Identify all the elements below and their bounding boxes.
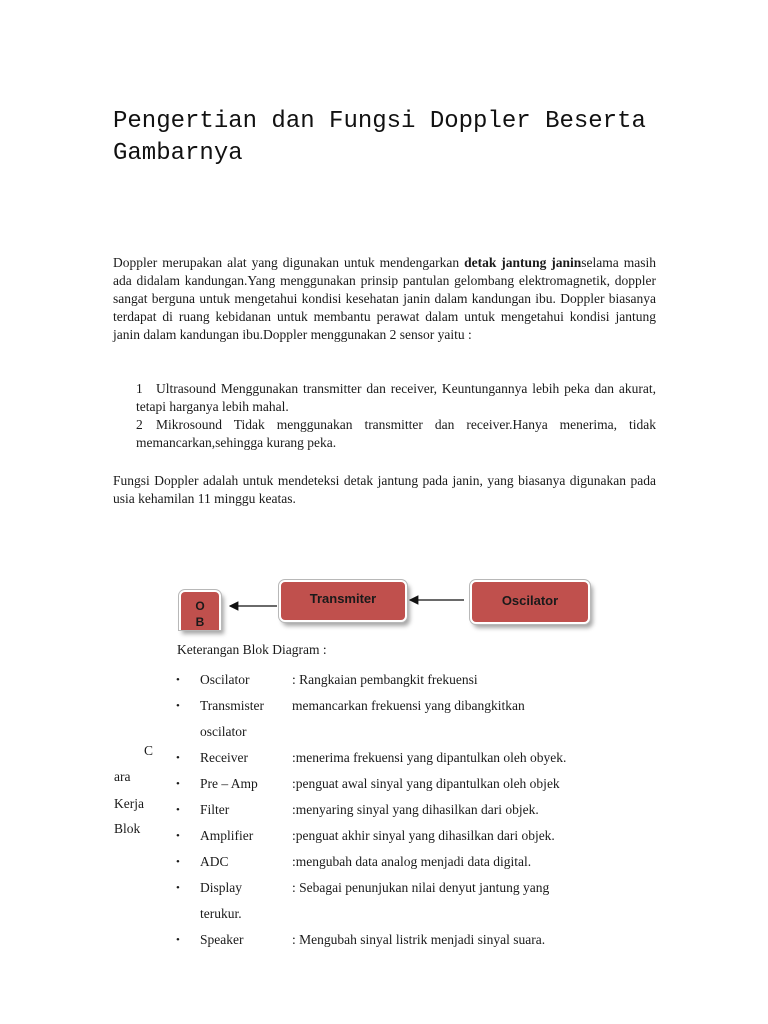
block-description-list — [172, 667, 632, 953]
diagram-caption: Keterangan Blok Diagram : — [177, 642, 327, 657]
page-title: Pengertian dan Fungsi Doppler Beserta Gambarnya — [113, 108, 646, 167]
intro-text-before: Doppler merupakan alat yang digunakan untuk mendengarkan — [113, 255, 465, 270]
block-desc: : Rangkaian pembangkit frekuensi — [292, 672, 478, 687]
list-item — [172, 771, 632, 797]
bullet-icon: • — [176, 830, 180, 842]
bullet-icon: • — [176, 674, 180, 686]
bullet-icon: • — [176, 804, 180, 816]
block-desc: : Sebagai penunjukan nilai denyut jantung yang — [292, 880, 550, 895]
bullet-icon: • — [176, 934, 180, 946]
fungsi-paragraph: Fungsi Doppler adalah untuk mendeteksi detak jantung pada janin, yang biasanya digunakan pada usia kehamilan 11 minggu keatas. — [113, 473, 656, 506]
list-item — [172, 849, 632, 875]
block-desc-cont: terukur. — [200, 906, 242, 921]
list-text: Mikrosound Tidak menggunakan transmitter dan receiver.Hanya menerima, tidak memancarkan,sehingga kurang peka. — [136, 417, 656, 450]
list-item — [172, 823, 632, 849]
list-item — [172, 693, 632, 745]
block-term: Speaker — [200, 932, 244, 947]
list-item — [172, 745, 632, 771]
bullet-icon: • — [176, 882, 180, 894]
block-term: Amplifier — [200, 828, 254, 843]
block-term: ADC — [200, 854, 229, 869]
bullet-icon: • — [176, 778, 180, 790]
side-text-c: C — [144, 743, 154, 758]
block-desc: :penguat akhir sinyal yang dihasilkan dari objek. — [292, 828, 555, 843]
block-term: Receiver — [200, 750, 248, 765]
bullet-icon: • — [176, 752, 180, 764]
side-text-blok: Blok — [114, 821, 141, 836]
block-term: Display — [200, 880, 242, 895]
list-item — [172, 797, 632, 823]
list-number: 2 — [136, 417, 143, 432]
list-item — [172, 667, 632, 693]
intro-text-after: selama masih ada didalam kandungan.Yang menggunakan prinsip pantulan gelombang elektromagnetik, doppler sangat berguna untuk mengetahui kondisi kesehatan janin dalam kandungan ibu. Doppler biasanya terdapat di ruang kebidanan untuk membantu perawat dalam untuk mengetahui kondisi jantung janin dalam kandungan ibu.Doppler menggunakan 2 sensor yaitu : — [113, 255, 656, 342]
block-desc: :menerima frekuensi yang dipantulkan oleh obyek. — [292, 750, 567, 765]
list-text: Ultrasound Menggunakan transmitter dan receiver, Keuntungannya lebih peka dan akurat, tetapi harganya lebih mahal. — [136, 381, 656, 414]
block-desc-cont: oscilator — [200, 724, 247, 739]
side-text-ara: ara — [114, 769, 131, 784]
block-term: Oscilator — [200, 672, 250, 687]
list-number: 1 — [136, 381, 143, 396]
list-item — [172, 927, 632, 953]
bullet-icon: • — [176, 700, 180, 712]
ob-line-1: O — [195, 599, 205, 613]
block-term: Pre – Amp — [200, 776, 258, 791]
transmiter-block: Transmiter — [279, 580, 407, 622]
block-desc: : Mengubah sinyal listrik menjadi sinyal suara. — [292, 932, 546, 947]
block-desc: :menyaring sinyal yang dihasilkan dari objek. — [292, 802, 539, 817]
block-desc: :penguat awal sinyal yang dipantulkan oleh objek — [292, 776, 560, 791]
list-item — [172, 875, 632, 927]
bullet-icon: • — [176, 856, 180, 868]
side-text-kerja: Kerja — [114, 796, 144, 811]
ob-line-2: B — [195, 615, 205, 629]
oscilator-block: Oscilator — [470, 580, 590, 624]
intro-bold-text: detak jantung janin — [464, 255, 582, 270]
block-term: Transmister — [200, 698, 265, 713]
block-term: Filter — [200, 802, 230, 817]
block-desc: :mengubah data analog menjadi data digital. — [292, 854, 532, 869]
block-desc: memancarkan frekuensi yang dibangkitkan — [292, 698, 525, 713]
